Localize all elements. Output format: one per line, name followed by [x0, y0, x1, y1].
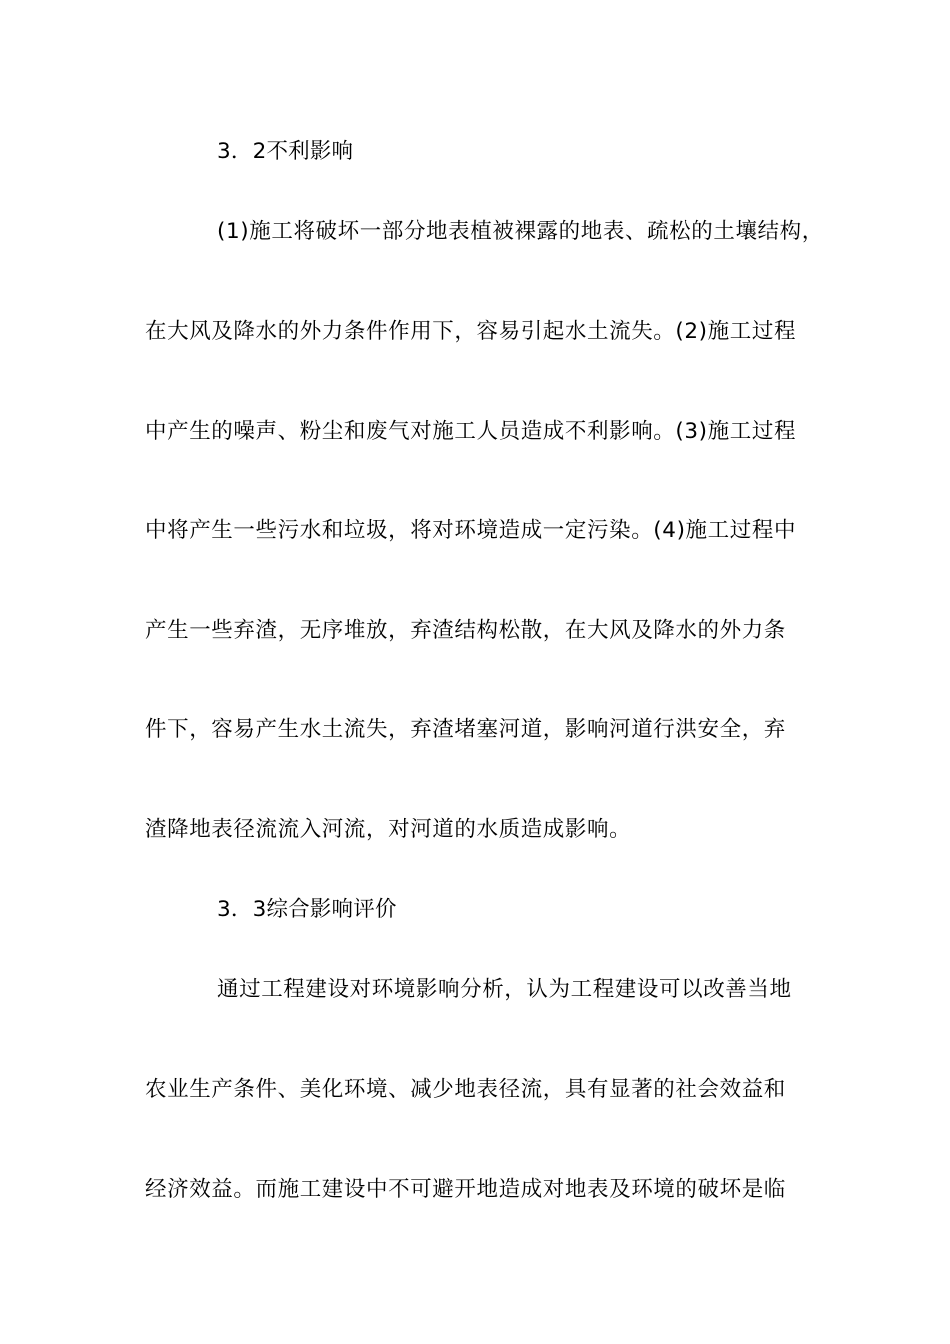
paragraph-line: 中将产生一些污水和垃圾，将对环境造成一定污染。(4)施工过程中	[145, 518, 797, 543]
paragraph-line: 通过工程建设对环境影响分析，认为工程建设可以改善当地	[217, 977, 792, 1002]
paragraph-line: 渣降地表径流流入河流，对河道的水质造成影响。	[145, 817, 632, 842]
section-heading-3-3: 3．3综合影响评价	[217, 897, 397, 922]
paragraph-line: 在大风及降水的外力条件作用下，容易引起水土流失。(2)施工过程	[145, 319, 797, 344]
section-heading-3-2: 3．2不利影响	[217, 139, 354, 164]
paragraph-line: (1)施工将破坏一部分地表植被裸露的地表、疏松的土壤结构，	[217, 219, 824, 244]
paragraph-line: 产生一些弃渣，无序堆放，弃渣结构松散，在大风及降水的外力条	[145, 618, 786, 643]
paragraph-line: 经济效益。而施工建设中不可避开地造成对地表及环境的破坏是临	[145, 1177, 786, 1202]
paragraph-line: 件下，容易产生水土流失，弃渣堵塞河道，影响河道行洪安全，弃	[145, 717, 786, 742]
paragraph-line: 中产生的噪声、粉尘和废气对施工人员造成不利影响。(3)施工过程	[145, 419, 797, 444]
paragraph-line: 农业生产条件、美化环境、减少地表径流，具有显著的社会效益和	[145, 1077, 786, 1102]
